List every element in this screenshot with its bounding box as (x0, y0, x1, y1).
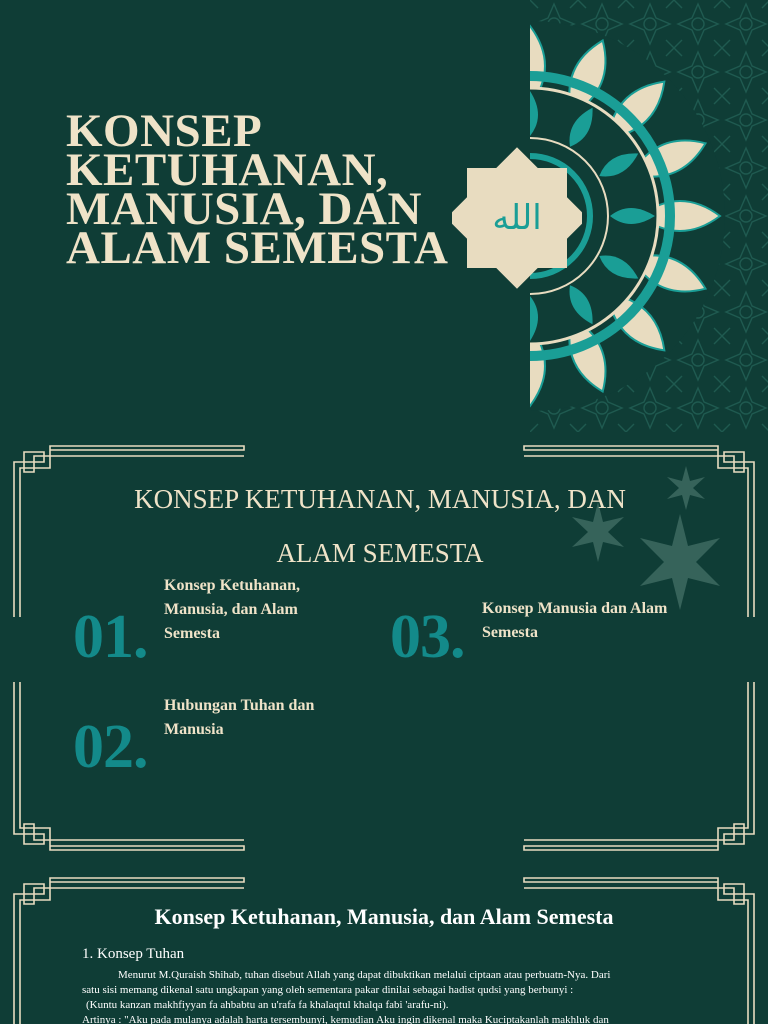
item-text-03: Konsep Manusia dan Alam Semesta (482, 600, 668, 641)
title-line: KETUHANAN, (66, 144, 389, 196)
item-text-02: Hubungan Tuhan dan Manusia (164, 697, 315, 738)
title-line: KONSEP (66, 105, 263, 157)
emblem-text: الله (492, 198, 542, 238)
agenda-title-line2: ALAM SEMESTA (276, 538, 484, 568)
title-line: ALAM SEMESTA (66, 222, 449, 274)
paragraph-line: Menurut M.Quraish Shihab, tuhan disebut Allah yang dapat dibuktikan melalui ciptaan atau perbuatn-Nya. Dari (118, 969, 611, 981)
paragraph-line: satu sisi memang dikenal satu ungkapan yang oleh sementara pakar dinilai sebagai hadist qudsi yang berbunyi : (82, 984, 574, 996)
title-slide (0, 0, 768, 432)
paragraph-line: (Kuntu kanzan makhfiyyan fa ahbabtu an u'rafa fa khalaqtul khalqa fabi 'arafu-ni). (86, 999, 449, 1011)
agenda-title-line1: KONSEP KETUHANAN, MANUSIA, DAN (134, 484, 626, 514)
slide-title (66, 105, 486, 274)
item-number-01: 01. (73, 603, 148, 671)
content-paragraph (82, 968, 702, 1024)
item-text-01: Konsep Ketuhanan, Manusia, dan Alam Semesta (164, 577, 301, 642)
content-subheading: 1. Konsep Tuhan (82, 946, 185, 962)
item-number-03: 03. (390, 603, 465, 671)
content-slide (0, 864, 768, 1024)
agenda-slide (0, 432, 768, 864)
allah-star-icon (452, 143, 582, 293)
content-title: Konsep Ketuhanan, Manusia, dan Alam Semesta (154, 904, 614, 929)
title-line: MANUSIA, DAN (66, 183, 422, 235)
item-number-02: 02. (73, 713, 148, 781)
paragraph-line: Artinya : "Aku pada mulanya adalah harta tersembunyi, kemudian Aku ingin dikenal maka Kuciptakanlah makhluk dan (82, 1014, 609, 1024)
